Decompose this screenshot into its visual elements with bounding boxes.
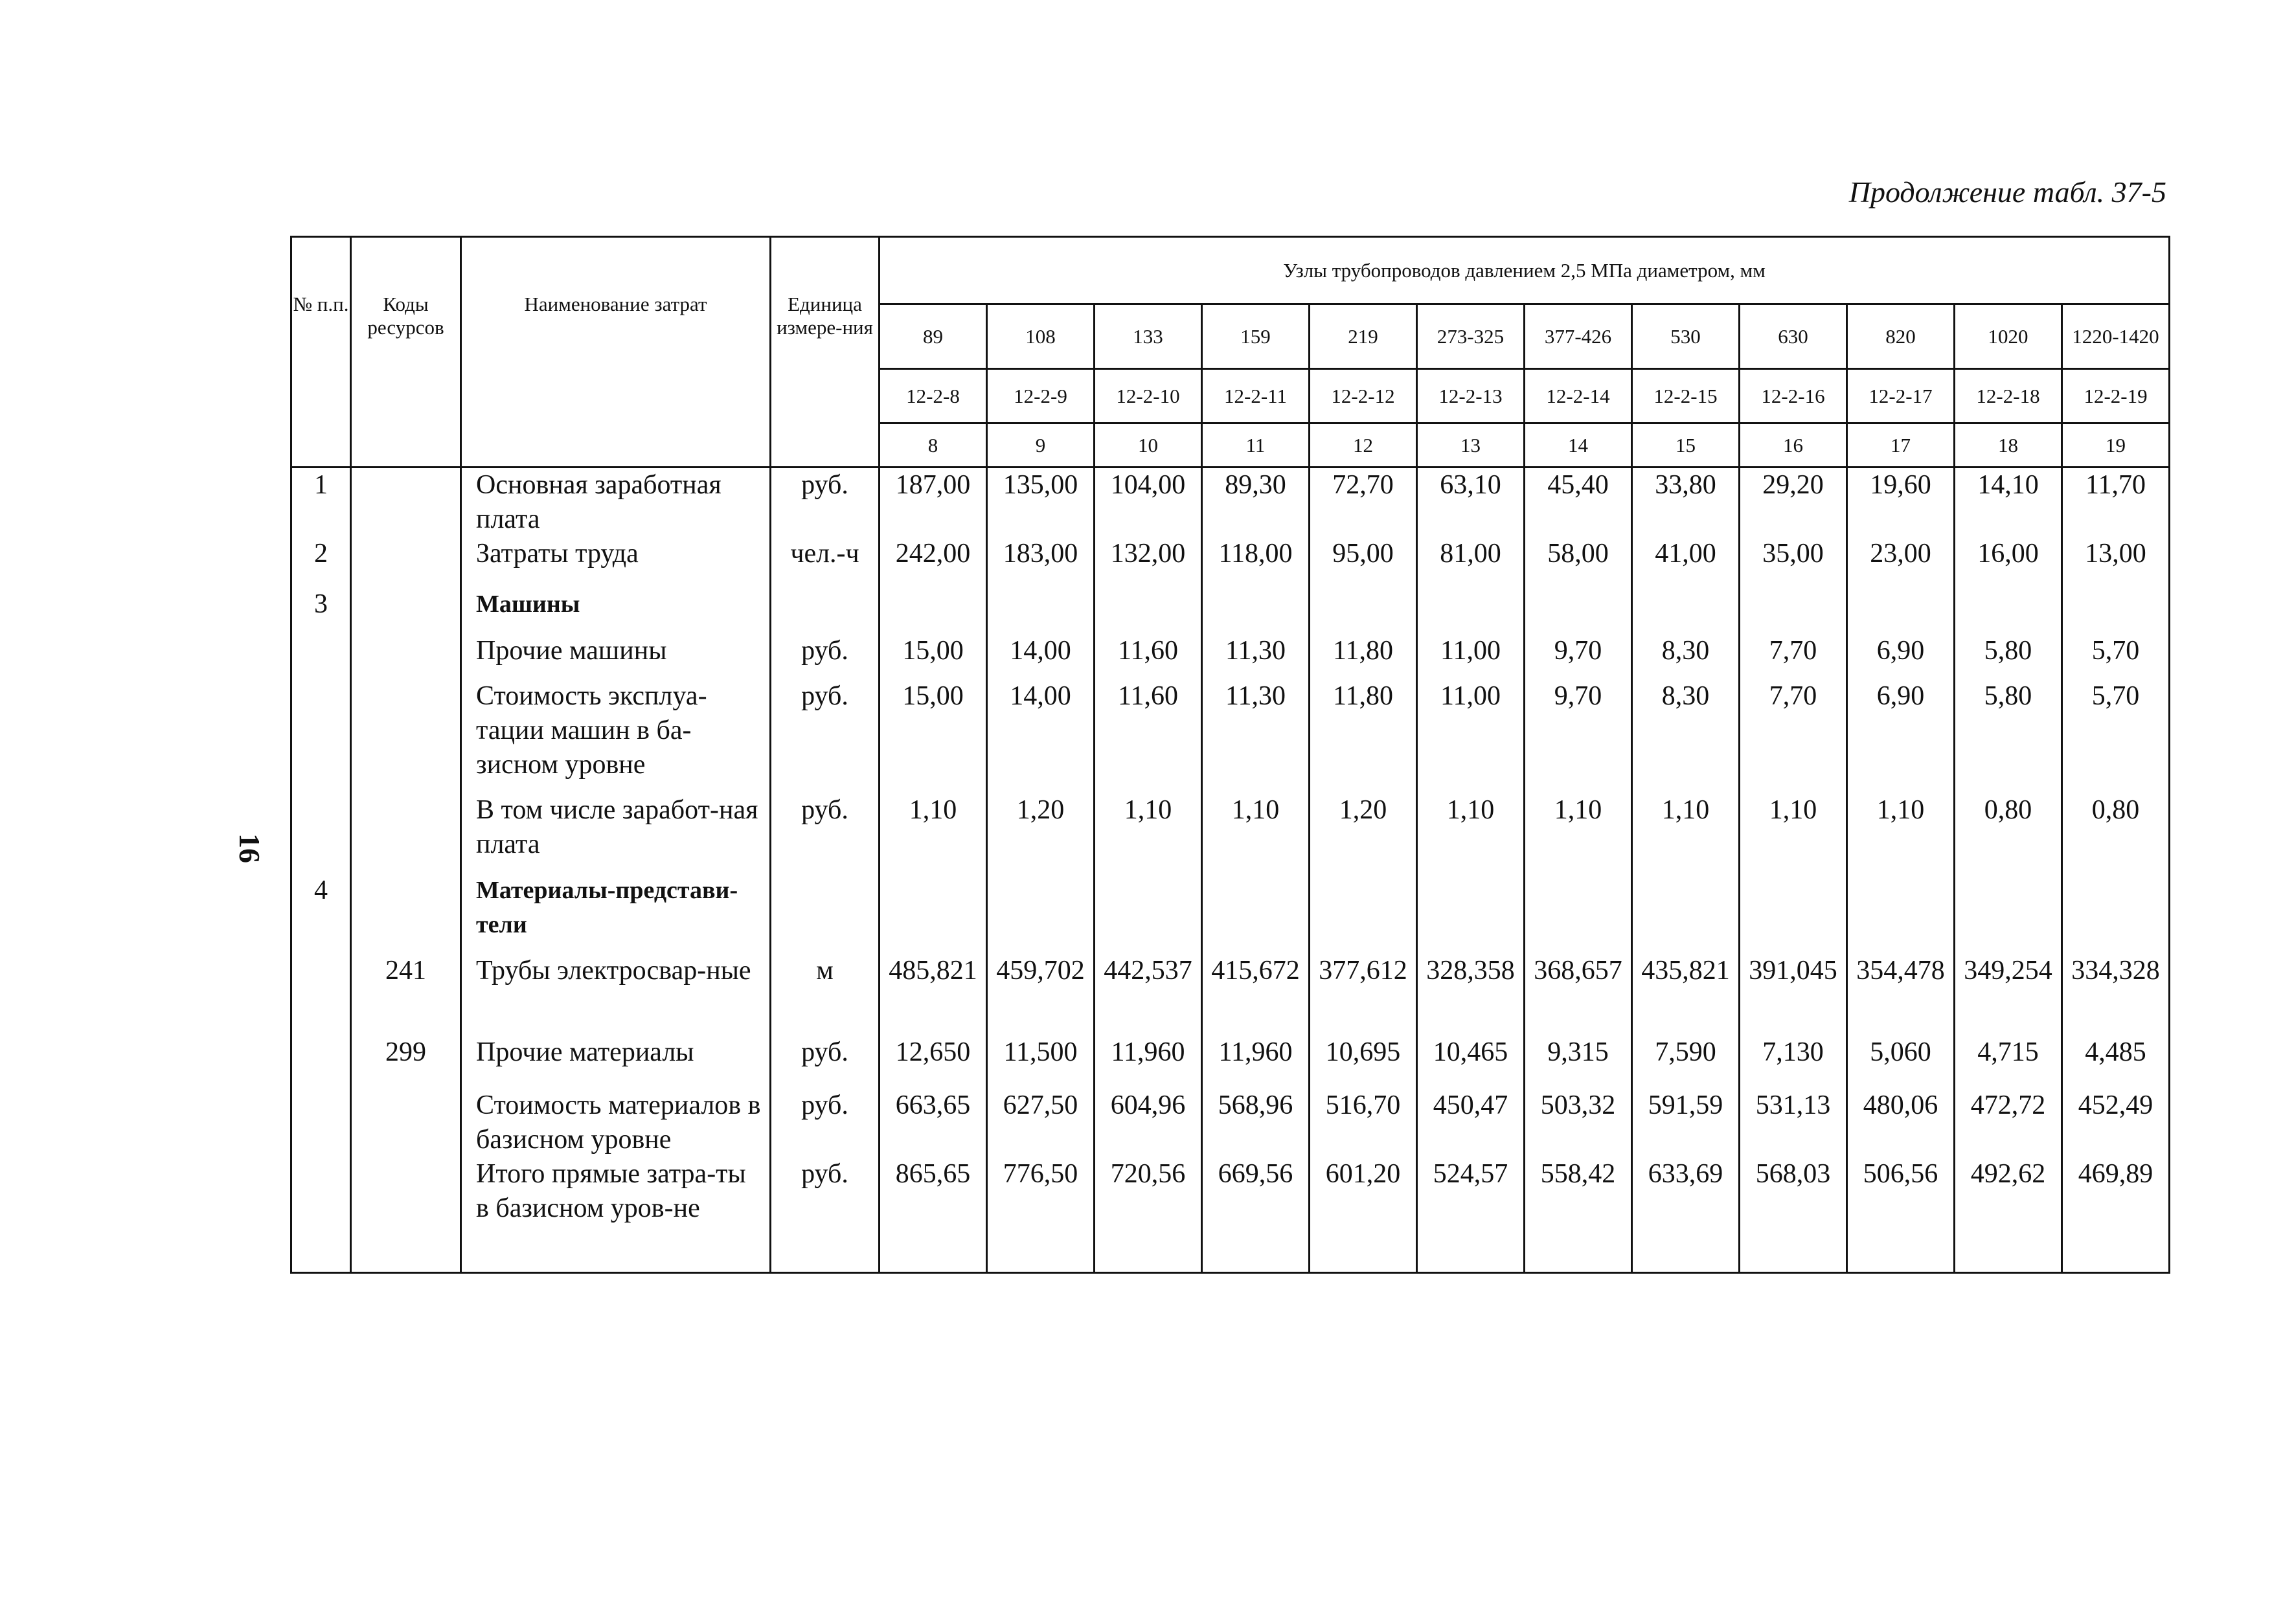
header-code-9: 12-2-17 — [1847, 369, 1955, 423]
value-cell — [1955, 587, 2062, 634]
header-code-0: 12-2-8 — [880, 369, 987, 423]
value-cell: 63,10 — [1417, 468, 1525, 537]
value-cell: 1,10 — [1525, 793, 1632, 874]
value-cell: 11,30 — [1202, 634, 1310, 679]
value-cell: 480,06 — [1847, 1088, 1955, 1157]
value-cell: 5,80 — [1955, 679, 2062, 793]
value-cell: 11,960 — [1202, 1035, 1310, 1088]
value-cell: 1,10 — [1740, 793, 1847, 874]
value-cell: 328,358 — [1417, 954, 1525, 1035]
value-cell: 95,00 — [1310, 537, 1417, 587]
unit: руб. — [771, 679, 880, 793]
value-cell: 15,00 — [880, 634, 987, 679]
unit: руб. — [771, 468, 880, 537]
header-code-7: 12-2-15 — [1632, 369, 1740, 423]
header-code-2: 12-2-10 — [1095, 369, 1202, 423]
value-cell: 627,50 — [987, 1088, 1095, 1157]
row-number — [291, 1088, 351, 1157]
value-cell: 8,30 — [1632, 634, 1740, 679]
value-cell: 568,03 — [1740, 1157, 1847, 1272]
value-cell — [2062, 587, 2170, 634]
value-cell: 242,00 — [880, 537, 987, 587]
value-cell: 5,70 — [2062, 679, 2170, 793]
header-code-11: 12-2-19 — [2062, 369, 2170, 423]
value-cell: 415,672 — [1202, 954, 1310, 1035]
table-row — [291, 874, 2170, 954]
row-number — [291, 793, 351, 874]
value-cell: 132,00 — [1095, 537, 1202, 587]
unit: м — [771, 954, 880, 1035]
value-cell: 14,00 — [987, 634, 1095, 679]
value-cell: 11,70 — [2062, 468, 2170, 537]
unit: руб. — [771, 1157, 880, 1272]
resource-code — [351, 587, 461, 634]
value-cell: 4,485 — [2062, 1035, 2170, 1088]
cost-name: Основная заработная плата — [461, 468, 771, 537]
cost-name: Стоимость эксплуа-тации машин в ба-зисном уровне — [461, 679, 771, 793]
value-cell — [987, 587, 1095, 634]
unit: руб. — [771, 1088, 880, 1157]
value-cell: 11,80 — [1310, 634, 1417, 679]
resource-code: 299 — [351, 1035, 461, 1088]
value-cell — [1310, 874, 1417, 954]
value-cell: 1,10 — [1632, 793, 1740, 874]
value-cell: 9,70 — [1525, 679, 1632, 793]
header-diameter-4: 219 — [1310, 304, 1417, 369]
value-cell — [1525, 587, 1632, 634]
resource-code — [351, 1157, 461, 1272]
table-row — [291, 1157, 2170, 1272]
cost-name: Стоимость материалов в базисном уровне — [461, 1088, 771, 1157]
table-row — [291, 634, 2170, 679]
value-cell: 558,42 — [1525, 1157, 1632, 1272]
value-cell: 1,10 — [1417, 793, 1525, 874]
value-cell: 1,10 — [1202, 793, 1310, 874]
value-cell: 89,30 — [1202, 468, 1310, 537]
value-cell: 9,315 — [1525, 1035, 1632, 1088]
value-cell — [880, 874, 987, 954]
value-cell: 135,00 — [987, 468, 1095, 537]
resource-code — [351, 793, 461, 874]
value-cell: 41,00 — [1632, 537, 1740, 587]
table-row — [291, 1088, 2170, 1157]
value-cell: 13,00 — [2062, 537, 2170, 587]
value-cell: 187,00 — [880, 468, 987, 537]
resource-code — [351, 1088, 461, 1157]
value-cell: 601,20 — [1310, 1157, 1417, 1272]
header-diameter-0: 89 — [880, 304, 987, 369]
value-cell: 183,00 — [987, 537, 1095, 587]
value-cell: 10,695 — [1310, 1035, 1417, 1088]
table-row — [291, 537, 2170, 587]
value-cell: 442,537 — [1095, 954, 1202, 1035]
value-cell: 776,50 — [987, 1157, 1095, 1272]
unit: руб. — [771, 793, 880, 874]
resource-code — [351, 468, 461, 537]
value-cell: 9,70 — [1525, 634, 1632, 679]
header-diameter-3: 159 — [1202, 304, 1310, 369]
cost-name: В том числе заработ-ная плата — [461, 793, 771, 874]
value-cell: 11,00 — [1417, 634, 1525, 679]
value-cell: 1,20 — [1310, 793, 1417, 874]
value-cell: 568,96 — [1202, 1088, 1310, 1157]
header-diameter-9: 820 — [1847, 304, 1955, 369]
value-cell: 5,80 — [1955, 634, 2062, 679]
header-colnum-9: 17 — [1847, 423, 1955, 468]
value-cell — [1310, 587, 1417, 634]
header-diameter-10: 1020 — [1955, 304, 2062, 369]
value-cell: 506,56 — [1847, 1157, 1955, 1272]
value-cell: 524,57 — [1417, 1157, 1525, 1272]
value-cell: 10,465 — [1417, 1035, 1525, 1088]
table-row — [291, 679, 2170, 793]
value-cell — [1202, 587, 1310, 634]
cost-name: Прочие материалы — [461, 1035, 771, 1088]
header-colnum-0: 8 — [880, 423, 987, 468]
value-cell: 633,69 — [1632, 1157, 1740, 1272]
value-cell: 11,60 — [1095, 634, 1202, 679]
row-number: 2 — [291, 537, 351, 587]
value-cell — [880, 587, 987, 634]
row-number — [291, 679, 351, 793]
value-cell: 7,70 — [1740, 634, 1847, 679]
table-header — [291, 237, 2170, 468]
value-cell: 1,10 — [880, 793, 987, 874]
table-row — [291, 954, 2170, 1035]
header-code-8: 12-2-16 — [1740, 369, 1847, 423]
row-number: 1 — [291, 468, 351, 537]
header-code-5: 12-2-13 — [1417, 369, 1525, 423]
value-cell: 11,00 — [1417, 679, 1525, 793]
value-cell: 104,00 — [1095, 468, 1202, 537]
value-cell: 354,478 — [1847, 954, 1955, 1035]
value-cell — [2062, 874, 2170, 954]
value-cell: 11,960 — [1095, 1035, 1202, 1088]
value-cell — [1525, 874, 1632, 954]
value-cell: 503,32 — [1525, 1088, 1632, 1157]
cost-name: Итого прямые затра-ты в базисном уров-не — [461, 1157, 771, 1272]
value-cell — [1847, 587, 1955, 634]
value-cell — [987, 874, 1095, 954]
value-cell: 12,650 — [880, 1035, 987, 1088]
header-diameter-1: 108 — [987, 304, 1095, 369]
header-code-3: 12-2-11 — [1202, 369, 1310, 423]
unit — [771, 587, 880, 634]
header-diameter-8: 630 — [1740, 304, 1847, 369]
value-cell: 459,702 — [987, 954, 1095, 1035]
resource-code — [351, 874, 461, 954]
header-colnum-7: 15 — [1632, 423, 1740, 468]
cost-name: Затраты труда — [461, 537, 771, 587]
value-cell: 0,80 — [2062, 793, 2170, 874]
table-row — [291, 587, 2170, 634]
row-number: 4 — [291, 874, 351, 954]
value-cell: 23,00 — [1847, 537, 1955, 587]
value-cell: 1,10 — [1095, 793, 1202, 874]
value-cell: 469,89 — [2062, 1157, 2170, 1272]
header-group-title: Узлы трубопроводов давлением 2,5 МПа диаметром, мм — [880, 237, 2170, 304]
header-code-4: 12-2-12 — [1310, 369, 1417, 423]
value-cell: 72,70 — [1310, 468, 1417, 537]
value-cell: 11,30 — [1202, 679, 1310, 793]
value-cell — [1417, 587, 1525, 634]
header-diameter-11: 1220-1420 — [2062, 304, 2170, 369]
value-cell — [1632, 874, 1740, 954]
value-cell: 334,328 — [2062, 954, 2170, 1035]
header-colnum-6: 14 — [1525, 423, 1632, 468]
value-cell — [1095, 587, 1202, 634]
value-cell: 16,00 — [1955, 537, 2062, 587]
value-cell: 11,60 — [1095, 679, 1202, 793]
value-cell — [1740, 874, 1847, 954]
cost-name: Прочие машины — [461, 634, 771, 679]
header-diameter-7: 530 — [1632, 304, 1740, 369]
value-cell: 485,821 — [880, 954, 987, 1035]
header-name: Наименование затрат — [461, 237, 771, 468]
value-cell: 1,20 — [987, 793, 1095, 874]
value-cell: 45,40 — [1525, 468, 1632, 537]
value-cell: 1,10 — [1847, 793, 1955, 874]
value-cell: 349,254 — [1955, 954, 2062, 1035]
value-cell: 35,00 — [1740, 537, 1847, 587]
header-colnum-10: 18 — [1955, 423, 2062, 468]
header-colnum-5: 13 — [1417, 423, 1525, 468]
table-row — [291, 1035, 2170, 1088]
unit — [771, 874, 880, 954]
cost-name: Машины — [461, 587, 771, 634]
value-cell: 118,00 — [1202, 537, 1310, 587]
value-cell: 58,00 — [1525, 537, 1632, 587]
value-cell — [1847, 874, 1955, 954]
row-number: 3 — [291, 587, 351, 634]
page-number: 16 — [233, 833, 266, 863]
value-cell: 19,60 — [1847, 468, 1955, 537]
value-cell: 6,90 — [1847, 634, 1955, 679]
value-cell: 4,715 — [1955, 1035, 2062, 1088]
unit: руб. — [771, 1035, 880, 1088]
header-code-1: 12-2-9 — [987, 369, 1095, 423]
value-cell: 377,612 — [1310, 954, 1417, 1035]
value-cell: 33,80 — [1632, 468, 1740, 537]
row-number — [291, 634, 351, 679]
value-cell: 669,56 — [1202, 1157, 1310, 1272]
header-diameter-2: 133 — [1095, 304, 1202, 369]
cost-name: Материалы-представи-тели — [461, 874, 771, 954]
value-cell: 11,80 — [1310, 679, 1417, 793]
table-row — [291, 793, 2170, 874]
value-cell: 368,657 — [1525, 954, 1632, 1035]
header-colnum-1: 9 — [987, 423, 1095, 468]
header-unit: Единица измере-ния — [771, 237, 880, 468]
value-cell: 14,10 — [1955, 468, 2062, 537]
resource-code — [351, 634, 461, 679]
value-cell — [1632, 587, 1740, 634]
value-cell: 7,70 — [1740, 679, 1847, 793]
resource-code — [351, 537, 461, 587]
value-cell: 11,500 — [987, 1035, 1095, 1088]
value-cell: 472,72 — [1955, 1088, 2062, 1157]
value-cell: 591,59 — [1632, 1088, 1740, 1157]
resource-code: 241 — [351, 954, 461, 1035]
table-body — [291, 468, 2170, 1273]
value-cell: 865,65 — [880, 1157, 987, 1272]
header-code-6: 12-2-14 — [1525, 369, 1632, 423]
value-cell: 391,045 — [1740, 954, 1847, 1035]
row-number — [291, 1157, 351, 1272]
table-row — [291, 468, 2170, 537]
value-cell: 516,70 — [1310, 1088, 1417, 1157]
header-colnum-2: 10 — [1095, 423, 1202, 468]
value-cell: 14,00 — [987, 679, 1095, 793]
header-colnum-11: 19 — [2062, 423, 2170, 468]
value-cell: 663,65 — [880, 1088, 987, 1157]
value-cell: 6,90 — [1847, 679, 1955, 793]
header-code-10: 12-2-18 — [1955, 369, 2062, 423]
unit: чел.-ч — [771, 537, 880, 587]
header-colnum-3: 11 — [1202, 423, 1310, 468]
value-cell — [1740, 587, 1847, 634]
value-cell: 720,56 — [1095, 1157, 1202, 1272]
value-cell — [1202, 874, 1310, 954]
value-cell: 5,060 — [1847, 1035, 1955, 1088]
value-cell: 492,62 — [1955, 1157, 2062, 1272]
value-cell: 7,130 — [1740, 1035, 1847, 1088]
value-cell: 8,30 — [1632, 679, 1740, 793]
header-colnum-8: 16 — [1740, 423, 1847, 468]
header-no: № п.п. — [291, 237, 351, 468]
value-cell — [1095, 874, 1202, 954]
value-cell: 5,70 — [2062, 634, 2170, 679]
row-number — [291, 1035, 351, 1088]
value-cell: 435,821 — [1632, 954, 1740, 1035]
value-cell: 452,49 — [2062, 1088, 2170, 1157]
header-colnum-4: 12 — [1310, 423, 1417, 468]
cost-name: Трубы электросвар-ные — [461, 954, 771, 1035]
value-cell: 450,47 — [1417, 1088, 1525, 1157]
value-cell: 29,20 — [1740, 468, 1847, 537]
value-cell: 604,96 — [1095, 1088, 1202, 1157]
value-cell: 531,13 — [1740, 1088, 1847, 1157]
resource-code — [351, 679, 461, 793]
header-diameter-5: 273-325 — [1417, 304, 1525, 369]
value-cell: 0,80 — [1955, 793, 2062, 874]
cost-table — [290, 236, 2170, 1274]
value-cell: 7,590 — [1632, 1035, 1740, 1088]
unit: руб. — [771, 634, 880, 679]
value-cell — [1955, 874, 2062, 954]
header-diameter-6: 377-426 — [1525, 304, 1632, 369]
row-number — [291, 954, 351, 1035]
header-codes: Коды ресурсов — [351, 237, 461, 468]
table-caption: Продолжение табл. 37-5 — [1848, 175, 2166, 209]
value-cell: 81,00 — [1417, 537, 1525, 587]
value-cell — [1417, 874, 1525, 954]
value-cell: 15,00 — [880, 679, 987, 793]
